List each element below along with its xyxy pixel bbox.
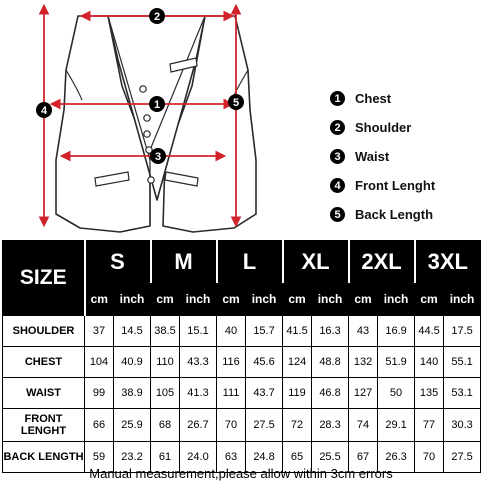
legend-item-back-length xyxy=(330,200,480,229)
table-cell: 110 xyxy=(151,347,180,378)
unit-cm-header: cm xyxy=(283,283,312,316)
table-cell: 99 xyxy=(85,378,114,409)
table-cell: 116 xyxy=(217,347,246,378)
table-cell: 26.3 xyxy=(378,442,415,473)
table-cell: 27.5 xyxy=(444,442,481,473)
legend-number: 2 xyxy=(330,120,345,135)
table-row xyxy=(3,378,481,409)
unit-inch-header: inch xyxy=(378,283,415,316)
marker-1 xyxy=(149,96,165,112)
legend-number: 1 xyxy=(330,91,345,106)
table-cell: 16.9 xyxy=(378,316,415,347)
table-cell: 105 xyxy=(151,378,180,409)
size-2xl-header: 2XL xyxy=(349,241,415,283)
table-row xyxy=(3,347,481,378)
unit-inch-header: inch xyxy=(114,283,151,316)
table-cell: 65 xyxy=(283,442,312,473)
size-m-header: M xyxy=(151,241,217,283)
table-cell: 67 xyxy=(349,442,378,473)
table-cell: 55.1 xyxy=(444,347,481,378)
table-cell: 63 xyxy=(217,442,246,473)
svg-text:1: 1 xyxy=(153,99,161,111)
size-xl-header: XL xyxy=(283,241,349,283)
vest-outline xyxy=(56,16,256,232)
measurement-note: Manual measurement,please allow within 3cm errors xyxy=(89,466,393,481)
table-cell: 119 xyxy=(283,378,312,409)
unit-cm-header: cm xyxy=(349,283,378,316)
table-cell: 77 xyxy=(415,409,444,442)
legend-label: Chest xyxy=(355,91,392,106)
marker-4 xyxy=(36,102,52,118)
table-row xyxy=(3,409,481,442)
table-cell: 41.5 xyxy=(283,316,312,347)
measurement-legend xyxy=(330,84,480,229)
legend-label: Back Length xyxy=(355,207,434,222)
table-cell: 53.1 xyxy=(444,378,481,409)
table-cell: 72 xyxy=(283,409,312,442)
table-cell: 51.9 xyxy=(378,347,415,378)
unit-inch-header: inch xyxy=(246,283,283,316)
table-cell: 48.8 xyxy=(312,347,349,378)
table-cell: 140 xyxy=(415,347,444,378)
legend-item-chest xyxy=(330,84,480,113)
table-cell: 29.1 xyxy=(378,409,415,442)
row-label: WAIST xyxy=(3,378,85,409)
size-l-header: L xyxy=(217,241,283,283)
table-cell: 43.7 xyxy=(246,378,283,409)
legend-number: 3 xyxy=(330,149,345,164)
svg-text:5: 5 xyxy=(232,97,240,109)
table-cell: 44.5 xyxy=(415,316,444,347)
table-cell: 61 xyxy=(151,442,180,473)
table-cell: 28.3 xyxy=(312,409,349,442)
table-cell: 70 xyxy=(217,409,246,442)
legend-item-front-length xyxy=(330,171,480,200)
legend-label: Front Lenght xyxy=(355,178,436,193)
size-3xl-header: 3XL xyxy=(415,241,481,283)
legend-number: 5 xyxy=(330,207,345,222)
size-header: SIZE xyxy=(3,241,85,316)
table-cell: 111 xyxy=(217,378,246,409)
row-label: CHEST xyxy=(3,347,85,378)
table-cell: 59 xyxy=(85,442,114,473)
unit-cm-header: cm xyxy=(415,283,444,316)
table-cell: 124 xyxy=(283,347,312,378)
legend-item-shoulder xyxy=(330,113,480,142)
table-cell: 127 xyxy=(349,378,378,409)
table-cell: 25.5 xyxy=(312,442,349,473)
vest-illustration xyxy=(0,0,330,238)
table-cell: 68 xyxy=(151,409,180,442)
size-s-header: S xyxy=(85,241,151,283)
size-rows xyxy=(3,316,481,473)
unit-inch-header: inch xyxy=(444,283,481,316)
table-cell: 104 xyxy=(85,347,114,378)
table-cell: 15.1 xyxy=(180,316,217,347)
table-cell: 26.7 xyxy=(180,409,217,442)
table-cell: 40 xyxy=(217,316,246,347)
table-cell: 41.3 xyxy=(180,378,217,409)
table-cell: 43.3 xyxy=(180,347,217,378)
size-header-row xyxy=(3,241,481,283)
marker-3 xyxy=(150,148,166,164)
table-cell: 132 xyxy=(349,347,378,378)
table-cell: 23.2 xyxy=(114,442,151,473)
table-cell: 38.9 xyxy=(114,378,151,409)
unit-cm-header: cm xyxy=(217,283,246,316)
vest-diagram xyxy=(0,0,482,238)
row-label: BACK LENGTH xyxy=(3,442,85,473)
marker-2 xyxy=(149,8,165,24)
table-cell: 66 xyxy=(85,409,114,442)
table-cell: 17.5 xyxy=(444,316,481,347)
legend-label: Shoulder xyxy=(355,120,412,135)
unit-inch-header: inch xyxy=(312,283,349,316)
table-cell: 38.5 xyxy=(151,316,180,347)
table-cell: 14.5 xyxy=(114,316,151,347)
legend-label: Waist xyxy=(355,149,390,164)
table-cell: 135 xyxy=(415,378,444,409)
table-cell: 24.8 xyxy=(246,442,283,473)
svg-text:4: 4 xyxy=(40,105,48,117)
table-cell: 15.7 xyxy=(246,316,283,347)
table-cell: 25.9 xyxy=(114,409,151,442)
table-cell: 24.0 xyxy=(180,442,217,473)
unit-cm-header: cm xyxy=(151,283,180,316)
table-cell: 43 xyxy=(349,316,378,347)
marker-5 xyxy=(228,94,244,110)
table-cell: 46.8 xyxy=(312,378,349,409)
svg-text:3: 3 xyxy=(154,151,162,163)
table-cell: 70 xyxy=(415,442,444,473)
table-cell: 16.3 xyxy=(312,316,349,347)
unit-inch-header: inch xyxy=(180,283,217,316)
table-cell: 50 xyxy=(378,378,415,409)
legend-item-waist xyxy=(330,142,480,171)
size-chart-table xyxy=(2,240,481,473)
legend-number: 4 xyxy=(330,178,345,193)
row-label: SHOULDER xyxy=(3,316,85,347)
table-cell: 74 xyxy=(349,409,378,442)
table-row xyxy=(3,316,481,347)
row-label: FRONT LENGHT xyxy=(3,409,85,442)
table-cell: 37 xyxy=(85,316,114,347)
table-cell: 27.5 xyxy=(246,409,283,442)
table-cell: 30.3 xyxy=(444,409,481,442)
table-cell: 40.9 xyxy=(114,347,151,378)
svg-text:2: 2 xyxy=(153,11,161,23)
unit-cm-header: cm xyxy=(85,283,114,316)
table-cell: 45.6 xyxy=(246,347,283,378)
